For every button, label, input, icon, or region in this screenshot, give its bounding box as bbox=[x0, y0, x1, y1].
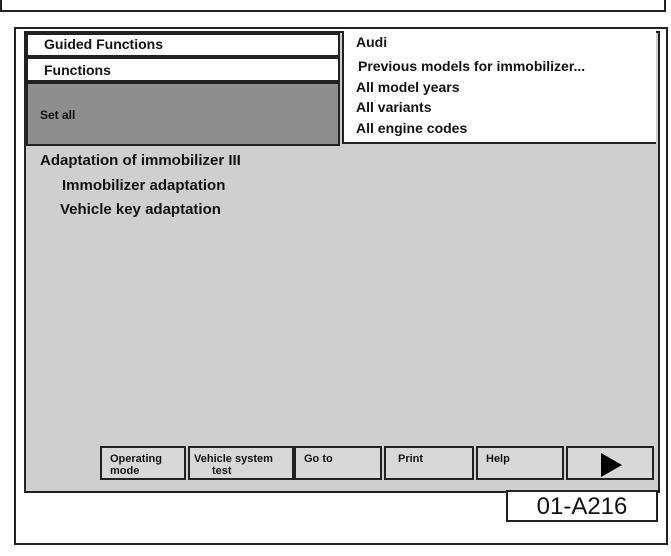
set-all-button[interactable] bbox=[26, 82, 340, 146]
go-to-button[interactable] bbox=[294, 446, 382, 480]
go-to-label: Go to bbox=[304, 453, 333, 465]
operating-mode-label-line2: mode bbox=[110, 465, 140, 477]
play-arrow-icon bbox=[598, 452, 624, 478]
functions-label: Functions bbox=[44, 62, 111, 78]
operating-mode-label-line1: Operating bbox=[110, 453, 162, 465]
vehicle-system-test-label-line2: test bbox=[212, 465, 232, 477]
help-button[interactable] bbox=[476, 446, 564, 480]
vehicle-make: Audi bbox=[356, 34, 388, 50]
functions-tab[interactable] bbox=[26, 57, 340, 82]
vehicle-variants: All variants bbox=[356, 99, 432, 115]
guided-functions-label: Guided Functions bbox=[44, 36, 163, 52]
help-label: Help bbox=[486, 453, 510, 465]
vehicle-model-years: All model years bbox=[356, 79, 460, 95]
print-label: Print bbox=[398, 453, 424, 465]
vehicle-engine-codes: All engine codes bbox=[356, 120, 468, 136]
guided-functions-tab[interactable] bbox=[26, 33, 340, 57]
top-frame bbox=[0, 0, 666, 12]
vehicle-info-panel bbox=[342, 31, 656, 144]
function-child-item[interactable]: Immobilizer adaptation bbox=[62, 177, 226, 194]
vehicle-model: Previous models for immobilizer... bbox=[358, 58, 586, 74]
function-child-item[interactable]: Vehicle key adaptation bbox=[60, 201, 221, 218]
set-all-label: Set all bbox=[40, 108, 76, 122]
figure-id-label: 01-A216 bbox=[506, 490, 658, 522]
operating-mode-button[interactable] bbox=[100, 446, 186, 480]
function-parent-item[interactable]: Adaptation of immobilizer III bbox=[40, 152, 241, 169]
print-button[interactable] bbox=[384, 446, 474, 480]
vehicle-system-test-button[interactable] bbox=[188, 446, 294, 480]
vehicle-system-test-label-line1: Vehicle system bbox=[194, 453, 273, 465]
next-button[interactable] bbox=[566, 446, 654, 480]
